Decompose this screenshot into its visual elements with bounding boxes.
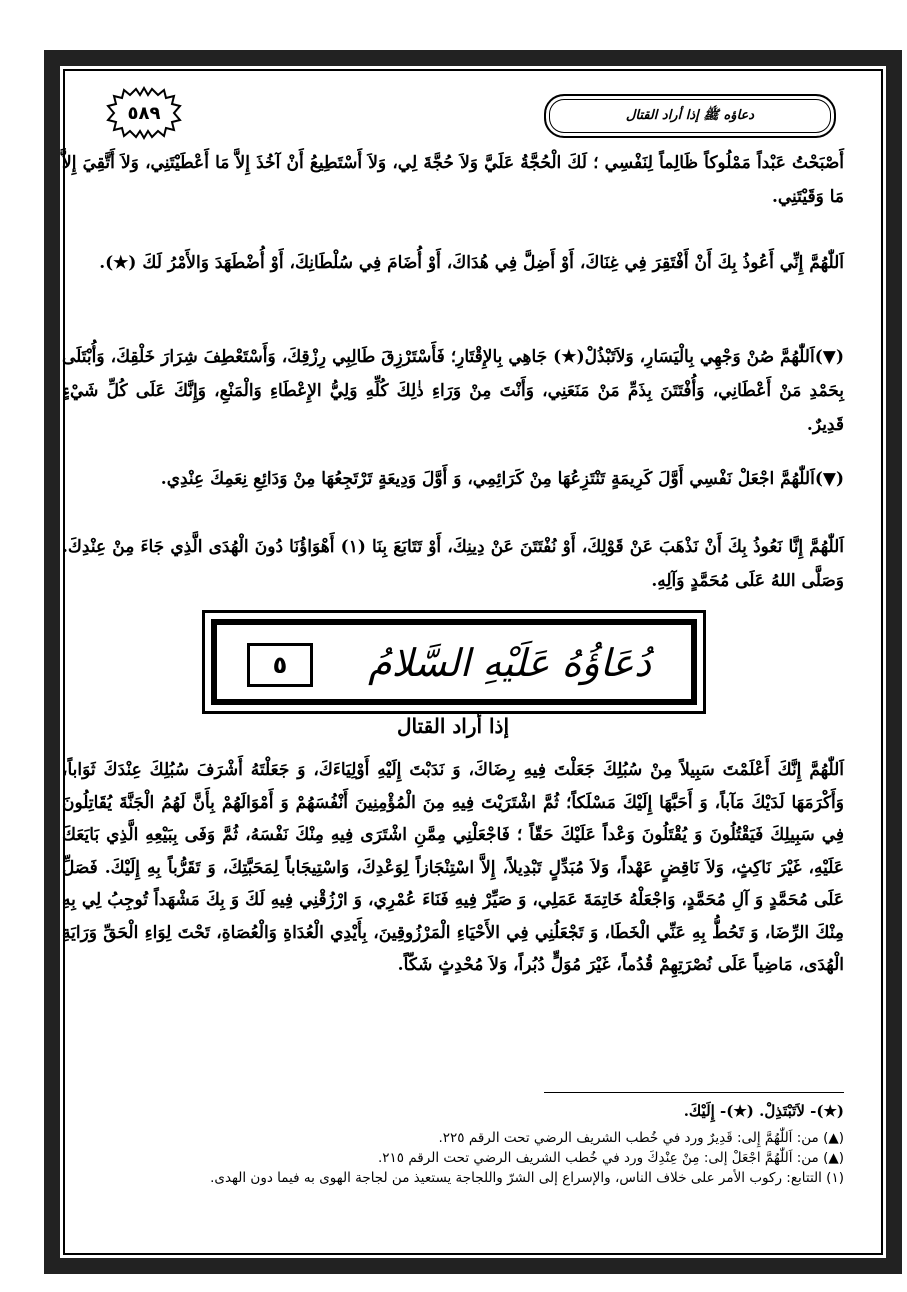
page-number-badge: [106, 86, 182, 140]
page-number: ٥٨٩: [127, 102, 161, 124]
footnote-markers: (★)- لاَتَبْتَذِلْ. (★)- إِلَيْكَ.: [683, 1102, 844, 1120]
page-content: [62, 78, 844, 1214]
prayer-paragraph-1: أَصْبَحْتُ عَبْداً مَمْلُوكاً ظَالِماً لِنَفْسِي ؛ لَكَ الْحُجَّةُ عَلَيَّ وَلاَ حُجَّةَ لِي، وَلاَ أَسْتَطِيعُ أَنْ آخُذَ إِلاَّ مَا أَعْطَيْتَنِي، وَلاَ أَتَّقِيَ إِلاَّ مَا وَقَيْتَنِي.: [62, 153, 844, 207]
prayer-paragraph-3: (▼)اَللّٰهُمَّ صُنْ وَجْهِي بِالْيَسَارِ، وَلاَتَبْذُلْ(★) جَاهِي بِالإِقْتَارِ؛ فَأَسْتَرْزِقَ طَالِبِي رِزْقِكَ، وَأَسْتَعْطِفَ شِرَارَ خَلْقِكَ، وَأُبْتَلَى بِحَمْدِ مَنْ أَعْطَانِي، وَأُفْتَتَنَ بِذَمِّ مَنْ مَنَعَنِي، وَأَنْتَ مِنْ وَرَاءِ ذٰلِكَ كُلِّهِ وَلِيُّ الإِعْطَاءِ وَالْمَنْعِ، وَإِنَّكَ عَلَى كُلِّ شَيْءٍ قَدِيرٌ.: [62, 347, 844, 435]
footnote-line: (▲) من: اَللّٰهُمَّ إِلى: قَدِيرٌ ورد في خُطب الشريف الرضي تحت الرقم ٢٢٥.: [438, 1130, 844, 1146]
section-number: ٥: [247, 643, 313, 687]
prayer-paragraph-4: (▼)اَللّٰهُمَّ اجْعَلْ نَفْسِي أَوَّلَ كَرِيمَةٍ تَنْتَزِعُهَا مِنْ كَرَائِمِي، وَ أَوَّلَ وَدِيعَةٍ تَرْتَجِعُهَا مِنْ وَدَائِعِ نِعَمِكَ عِنْدِي.: [160, 469, 844, 489]
main-prayer-paragraph: اَللّٰهُمَّ إِنَّكَ أَعْلَمْتَ سَبِيلاً مِنْ سُبُلِكَ جَعَلْتَ فِيهِ رِضَاكَ، وَ نَدَبْتَ إِلَيْهِ أَوْلِيَاءَكَ، وَ جَعَلْتَهُ أَشْرَفَ سُبُلِكَ عِنْدَكَ ثَوَاباً، وَأَكْرَمَهَا لَدَيْكَ مَآباً، وَ أَحَبَّهَا إِلَيْكَ مَسْلَكاً؛ ثُمَّ اشْتَرَيْتَ فِيهِ مِنَ الْمُؤْمِنِينَ أَنْفُسَهُمْ وَ أَمْوَالَهُمْ بِأَنَّ لَهُمُ الْجَنَّةَ يُقَاتِلُونَ فِي سَبِيلِكَ فَيَقْتُلُونَ وَ يُقْتَلُونَ وَعْداً عَلَيْكَ حَقّاً ؛ فَاجْعَلْنِي مِمَّنِ اشْتَرَى فِيهِ مِنْكَ نَفْسَهُ، ثُمَّ وَفَى بِبَيْعِهِ الَّذِي بَايَعَكَ عَلَيْهِ، غَيْرَ نَاكِثٍ، وَلاَ نَاقِضٍ عَهْداً، وَلاَ مُبَدِّلٍ تَبْدِيلاً، إِلاَّ اسْتِنْجَازاً لِوَعْدِكَ، وَاسْتِيجَاباً لِمَحَبَّتِكَ، وَ تَقَرُّباً بِهِ إِلَيْكَ. فَصَلِّ عَلَى مُحَمَّدٍ وَ آلِ مُحَمَّدٍ، وَاجْعَلْهُ خَاتِمَةَ عَمَلِي، وَ صَيِّرْ فِيهِ فَنَاءَ عُمْرِي، وَ ارْزُقْنِي فِيهِ لَكَ وَ بِكَ مَشْهَداً تُوجِبُ لِي بِهِ مِنْكَ الرِّضَا، وَ تَحُطُّ بِهِ عَنِّي الْخَطَا، وَ تَجْعَلُنِي فِي الأَحْيَاءِ الْمَرْزُوقِينَ، بِأَيْدِي الْعُدَاةِ وَالْعُصَاةِ، تَحْتَ لِوَاءِ الْحَقِّ وَرَايَةِ الْهُدَى، مَاضِياً عَلَى نُصْرَتِهِمْ قُدُماً، غَيْرَ مُوَلٍّ دُبُراً، وَلاَ مُحْدِثٍ شَكّاً.: [62, 760, 844, 975]
prayer-paragraph-5: اَللّٰهُمَّ إِنَّا نَعُوذُ بِكَ أَنْ نَذْهَبَ عَنْ قَوْلِكَ، أَوْ نُفْتَتَنَ عَنْ دِينِكَ، أَوْ تَتَابَعَ بِنَا (١) أَهْوَاؤُنَا دُونَ الْهُدَى الَّذِي جَاءَ مِنْ عِنْدِكَ. وَصَلَّى اللهُ عَلَى مُحَمَّدٍ وَآلِهِ.: [62, 537, 844, 591]
footnote-separator: [544, 1092, 844, 1093]
section-title-inner-border: [211, 619, 697, 705]
footnote-line: (▲) من: اَللّٰهُمَّ اجْعَلْ إلى: مِنْ عِنْدِكَ ورد في خُطب الشريف الرضي تحت الرقم ٢١٥.: [377, 1150, 844, 1166]
footnote-line: (١) التتابع: ركوب الأمر على خلاف الناس، والإسراع إلى الشرّ واللجاجة يستعيذ من لجاجة الهوى به فيما دون الهدى.: [210, 1170, 844, 1186]
section-title-box: [202, 610, 706, 714]
prayer-paragraph-2: اَللّٰهُمَّ إِنِّي أَعُوذُ بِكَ أَنْ أَفْتَقِرَ فِي غِنَاكَ، أَوْ أَضِلَّ فِي هُدَاكَ، أَوْ أُضَامَ فِي سُلْطَانِكَ، أَوْ أُضْطَهَدَ وَالأَمْرُ لَكَ (★).: [99, 253, 844, 273]
running-header: [544, 94, 836, 138]
section-subtitle: إذا أراد القتال: [396, 714, 510, 738]
running-title: دعاؤه ﷺ إذا أراد القتال: [625, 107, 755, 123]
section-title: دُعَاؤُهُ عَلَيْهِ السَّلامُ: [368, 641, 651, 685]
footnotes: [62, 1130, 844, 1190]
